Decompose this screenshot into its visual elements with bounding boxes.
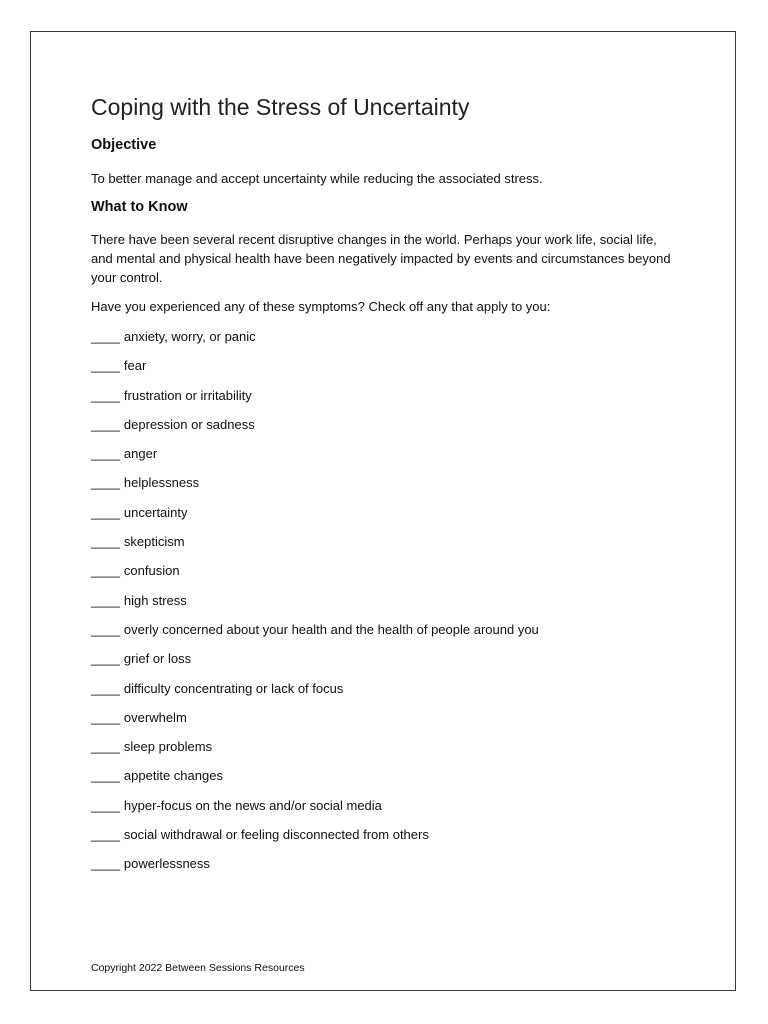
checklist-blank[interactable]: ____ xyxy=(91,856,120,872)
checklist-item-label: difficulty concentrating or lack of focus xyxy=(123,680,344,696)
checklist-blank[interactable]: ____ xyxy=(91,797,120,813)
checklist-item xyxy=(91,532,539,561)
objective-heading: Objective xyxy=(91,137,157,153)
symptom-checklist xyxy=(91,327,539,884)
copyright-footer: Copyright 2022 Between Sessions Resources xyxy=(91,962,305,974)
checklist-item-label: powerlessness xyxy=(123,856,210,872)
checklist-blank[interactable]: ____ xyxy=(91,446,120,462)
checklist-blank[interactable]: ____ xyxy=(91,827,120,843)
checklist-item-label: depression or sadness xyxy=(123,416,255,432)
checklist-item xyxy=(91,708,539,737)
checklist-blank[interactable]: ____ xyxy=(91,475,120,491)
checklist-item-label: uncertainty xyxy=(123,504,188,520)
checklist-item-label: appetite changes xyxy=(123,768,223,784)
checklist-item xyxy=(91,766,539,795)
checklist-blank[interactable]: ____ xyxy=(91,680,120,696)
checklist-blank[interactable]: ____ xyxy=(91,651,120,667)
checklist-item xyxy=(91,620,539,649)
checklist-blank[interactable]: ____ xyxy=(91,387,120,403)
checklist-item xyxy=(91,825,539,854)
checklist-blank[interactable]: ____ xyxy=(91,739,120,755)
checklist-item-label: sleep problems xyxy=(123,739,213,755)
checklist-blank[interactable]: ____ xyxy=(91,621,120,637)
checklist-item xyxy=(91,737,539,766)
checklist-item xyxy=(91,854,539,883)
checklist-item xyxy=(91,356,539,385)
checklist-blank[interactable]: ____ xyxy=(91,534,120,550)
checklist-blank[interactable]: ____ xyxy=(91,768,120,784)
checklist-item-label: overwhelm xyxy=(123,709,187,725)
what-to-know-paragraph: There have been several recent disruptive changes in the world. Perhaps your work life, social life, and mental and physical health have been negatively impacted by events and circumstances beyond your control. xyxy=(91,232,671,285)
checklist-item xyxy=(91,591,539,620)
checklist-blank[interactable]: ____ xyxy=(91,563,120,579)
checklist-blank[interactable]: ____ xyxy=(91,329,120,344)
checklist-blank[interactable]: ____ xyxy=(91,709,120,725)
worksheet-page xyxy=(30,31,736,991)
checklist-item-label: high stress xyxy=(123,592,187,608)
page-title: Coping with the Stress of Uncertainty xyxy=(91,94,470,120)
checklist-item xyxy=(91,649,539,678)
checklist-item-label: overly concerned about your health and the health of people around you xyxy=(123,621,539,637)
checklist-item xyxy=(91,473,539,502)
checklist-item-label: hyper-focus on the news and/or social media xyxy=(123,797,382,813)
checklist-item-label: confusion xyxy=(123,563,180,579)
checklist-item xyxy=(91,679,539,708)
symptoms-question: Have you experienced any of these symptoms? Check off any that apply to you: xyxy=(91,299,551,314)
checklist-item xyxy=(91,415,539,444)
checklist-item xyxy=(91,503,539,532)
what-to-know-heading: What to Know xyxy=(91,199,188,215)
checklist-item-label: grief or loss xyxy=(123,651,192,667)
checklist-item xyxy=(91,561,539,590)
checklist-item xyxy=(91,327,539,356)
checklist-item-label: anger xyxy=(123,446,158,462)
checklist-item-label: anxiety, worry, or panic xyxy=(123,329,256,344)
objective-text: To better manage and accept uncertainty while reducing the associated stress. xyxy=(91,171,543,186)
checklist-item xyxy=(91,386,539,415)
checklist-item-label: fear xyxy=(123,358,147,374)
checklist-blank[interactable]: ____ xyxy=(91,358,120,374)
checklist-item-label: frustration or irritability xyxy=(123,387,252,403)
checklist-blank[interactable]: ____ xyxy=(91,504,120,520)
checklist-blank[interactable]: ____ xyxy=(91,416,120,432)
checklist-item xyxy=(91,444,539,473)
checklist-blank[interactable]: ____ xyxy=(91,592,120,608)
checklist-item-label: skepticism xyxy=(123,534,185,550)
checklist-item xyxy=(91,796,539,825)
checklist-item-label: social withdrawal or feeling disconnected from others xyxy=(123,827,429,843)
checklist-item-label: helplessness xyxy=(123,475,200,491)
